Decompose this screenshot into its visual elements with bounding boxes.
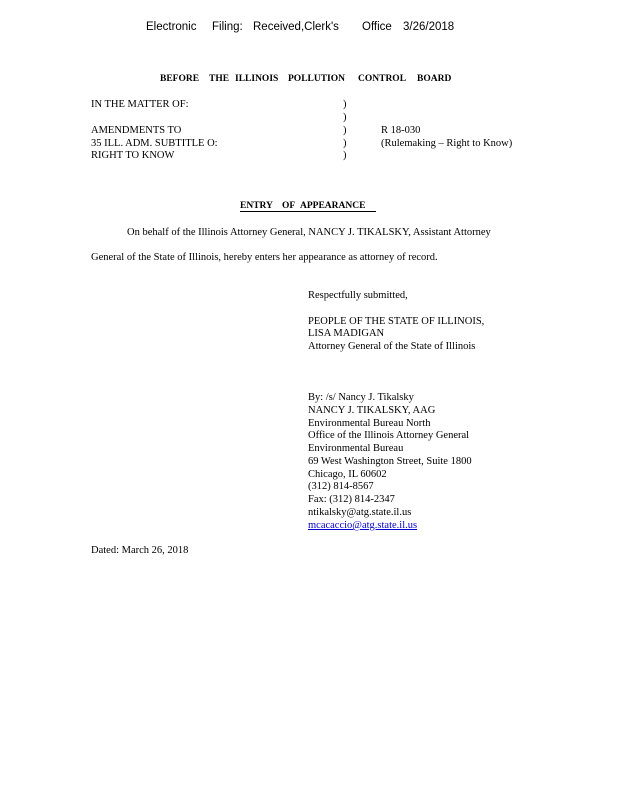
board-word: POLLUTION xyxy=(288,74,346,84)
stamp-date: 3/26/2018 xyxy=(403,21,455,33)
phone-number: (312) 814-8567 xyxy=(308,481,374,492)
dated-line: Dated: March 26, 2018 xyxy=(91,545,189,556)
case-type: (Rulemaking – Right to Know) xyxy=(381,138,513,149)
attorney-name: NANCY J. TIKALSKY, AAG xyxy=(308,405,436,416)
title-word: ENTRY xyxy=(240,201,273,211)
board-word: BOARD xyxy=(417,74,452,84)
party-line: LISA MADIGAN xyxy=(308,328,385,339)
board-word: THE xyxy=(209,74,230,84)
party-line: PEOPLE OF THE STATE OF ILLINOIS, xyxy=(308,316,485,327)
caption-paren: ) xyxy=(343,150,347,161)
matter-label: IN THE MATTER OF: xyxy=(91,99,189,110)
caption-line: RIGHT TO KNOW xyxy=(91,150,175,161)
caption-paren: ) xyxy=(343,112,347,123)
caption-paren: ) xyxy=(343,125,347,136)
office-line: Office of the Illinois Attorney General xyxy=(308,430,470,441)
stamp-word: Electronic xyxy=(146,21,197,33)
title-underline xyxy=(240,211,376,212)
email-text: ntikalsky@atg.state.il.us xyxy=(308,507,412,518)
body-line: On behalf of the Illinois Attorney General, NANCY J. TIKALSKY, Assistant Attorney xyxy=(127,227,491,238)
street-address: 69 West Washington Street, Suite 1800 xyxy=(308,456,472,467)
email-link[interactable]: mcacaccio@atg.state.il.us xyxy=(308,520,418,531)
caption-paren: ) xyxy=(343,138,347,149)
case-number: R 18-030 xyxy=(381,125,421,136)
closing: Respectfully submitted, xyxy=(308,290,408,301)
title-word: APPEARANCE xyxy=(300,201,366,211)
caption-line: AMENDMENTS TO xyxy=(91,125,182,136)
caption-line: 35 ILL. ADM. SUBTITLE O: xyxy=(91,138,218,149)
party-line: Attorney General of the State of Illinois xyxy=(308,341,476,352)
caption-paren: ) xyxy=(343,99,347,110)
board-word: ILLINOIS xyxy=(235,74,279,84)
board-word: CONTROL xyxy=(358,74,407,84)
fax-number: Fax: (312) 814-2347 xyxy=(308,494,395,505)
title-word: OF xyxy=(282,201,296,211)
city-address: Chicago, IL 60602 xyxy=(308,469,387,480)
stamp-word: Filing: xyxy=(212,21,243,33)
signed-by: By: /s/ Nancy J. Tikalsky xyxy=(308,392,414,403)
division-line: Environmental Bureau xyxy=(308,443,404,454)
board-word: BEFORE xyxy=(160,74,200,84)
bureau-line: Environmental Bureau North xyxy=(308,418,431,429)
stamp-word: Received,Clerk's xyxy=(253,21,339,33)
stamp-word: Office xyxy=(362,21,392,33)
body-line: General of the State of Illinois, hereby enters her appearance as attorney of record. xyxy=(91,252,438,263)
